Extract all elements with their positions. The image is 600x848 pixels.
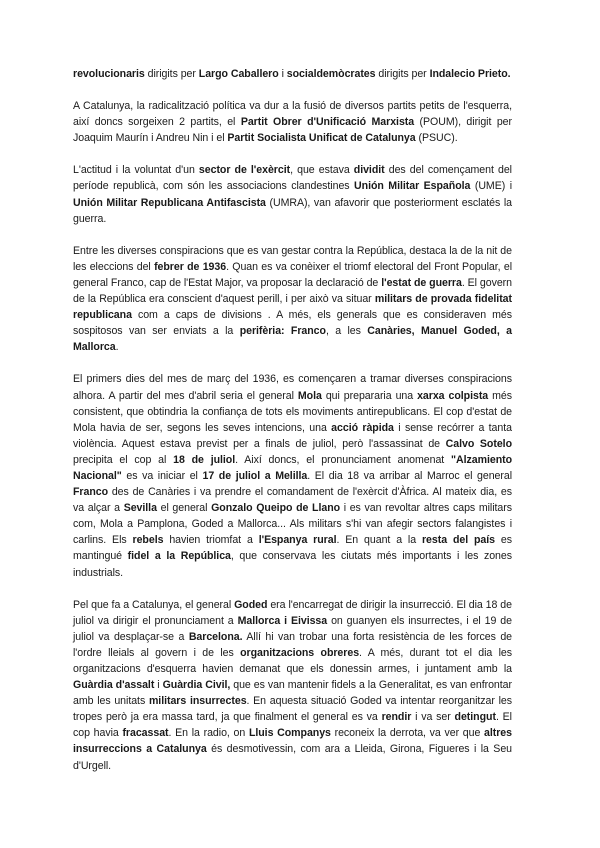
text-run: és desmotivessin, com ara a Lleida, Girona, Figueres i la Seu d'Urgell. bbox=[73, 743, 512, 772]
bold-term: Guàrdia Civil, bbox=[162, 679, 231, 692]
bold-term: rebels bbox=[132, 534, 164, 547]
bold-term: Gonzalo Queipo de Llano bbox=[211, 502, 341, 515]
bold-term: Franco bbox=[73, 486, 109, 499]
text-run: , que conservava les ciutats més importants i les zones industrials. bbox=[73, 550, 512, 579]
bold-term: febrer de 1936 bbox=[154, 260, 227, 273]
bold-term: militars de provada fidelitat republicana bbox=[73, 293, 512, 322]
text-run: que es van mantenir fidels a la Generalitat, es van enfrontar amb les unitats bbox=[73, 679, 512, 708]
bold-term: xarxa colpista bbox=[417, 389, 489, 402]
bold-term: Unión Militar Española bbox=[354, 180, 471, 193]
text-run: , a les bbox=[325, 325, 368, 338]
text-run: (PSUC). bbox=[415, 132, 458, 145]
text-run: . El govern de la República era conscient d'aquest perill, i per això va situar bbox=[73, 276, 513, 306]
bold-term: sector de l'exèrcit bbox=[198, 164, 291, 177]
text-run: havien triomfat a bbox=[163, 534, 259, 547]
bold-term: Lluis Companys bbox=[248, 727, 331, 740]
bold-term: Partit Socialista Unificat de Catalunya bbox=[227, 132, 416, 145]
bold-term: acció ràpida bbox=[331, 421, 394, 434]
bold-term: militars insurrectes bbox=[148, 695, 247, 708]
bold-term: Indalecio Prieto. bbox=[429, 68, 511, 80]
text-run: com a caps de divisions . A més, els generals que es consideraven més sospitosos van ser enviats a la bbox=[73, 309, 512, 338]
paragraph-3 bbox=[73, 162, 512, 226]
text-run: Entre les diverses conspiracions que es van gestar contra la República, destaca la de la nit de les eleccions del bbox=[73, 244, 512, 273]
text-run: . En la radio, on bbox=[168, 727, 249, 740]
text-run: . Quan es va conèixer el triomf electoral del Front Popular, el general Franco, cap de l'Estat Major, va proposar la declaració de bbox=[73, 260, 512, 289]
bold-term: socialdemòcrates bbox=[286, 68, 376, 80]
text-run: L'actitud i la voluntat d'un bbox=[73, 164, 199, 177]
text-run: , que estava bbox=[290, 164, 354, 177]
text-run: i sense recórrer a tanta violència. Aquest estava previst per a finals de juliol, però l'assassinat de bbox=[73, 421, 512, 450]
bold-term: l'Espanya rural bbox=[258, 534, 337, 547]
bold-term: fidel a la República bbox=[127, 550, 231, 563]
bold-term: Largo Caballero bbox=[198, 68, 279, 80]
paragraph-2 bbox=[73, 98, 512, 146]
bold-term: "Alzamiento Nacional" bbox=[73, 453, 513, 482]
bold-term: Guàrdia d'assalt bbox=[73, 679, 155, 692]
paragraph-1 bbox=[73, 66, 512, 82]
bold-term: Mola bbox=[297, 389, 322, 402]
bold-term: 18 de juliol bbox=[173, 453, 236, 466]
text-run: (UME) i bbox=[470, 180, 513, 193]
text-run: . El cop havia bbox=[73, 711, 512, 740]
text-run: Pel que fa a Catalunya, el general bbox=[73, 598, 235, 611]
text-run: . El dia 18 va arribar al Marroc el general bbox=[307, 469, 513, 482]
bold-term: Sevilla bbox=[123, 502, 157, 515]
bold-term: revolucionaris bbox=[73, 68, 145, 80]
text-run: i es van revoltar altres caps militars com, Mola a Pamplona, Goded a Mallorca... Als militars s'hi van afegir sectors falangistes i carlins. Els bbox=[73, 502, 512, 547]
paragraph-4 bbox=[73, 243, 512, 356]
bold-term: resta del país bbox=[421, 534, 496, 547]
paragraph-5 bbox=[73, 371, 512, 580]
text-run: dirigits per bbox=[144, 68, 199, 80]
bold-term: l'estat de guerra bbox=[381, 276, 462, 289]
text-run: (UMRA), van afavorir que posteriorment esclatés la guerra. bbox=[73, 196, 513, 225]
bold-term: Canàries, Manuel Goded, a Mallorca bbox=[73, 325, 512, 354]
text-run: A Catalunya, la radicalització política va dur a la fusió de diversos partits petits de l'esquerra, així doncs sorgeixen 2 partits, el bbox=[73, 100, 512, 129]
text-run: El primers dies del mes de març del 1936, es començaren a tramar diverses conspiracions alhora. A partir del mes d'abril seria el general bbox=[73, 373, 512, 402]
bold-term: detingut bbox=[454, 711, 496, 724]
text-run: i bbox=[154, 679, 163, 692]
bold-term: Barcelona. bbox=[188, 630, 243, 643]
text-run: i va ser bbox=[411, 711, 455, 724]
text-run: més consistent, que obtindria la confiança de tots els moviments antirepublicans. El cop d'estat de Mola havia de ser, segons les seves intencions, una bbox=[73, 389, 512, 434]
text-run: des de Canàries i va prendre el comandament de l'exèrcit d'Àfrica. Al mateix dia, es va alçar a bbox=[73, 486, 512, 515]
text-run: es mantingué bbox=[73, 534, 512, 563]
text-run: dirigits per bbox=[375, 68, 430, 80]
bold-term: 17 de juliol a Melilla bbox=[202, 469, 308, 482]
bold-term: Goded bbox=[234, 598, 268, 611]
bold-term: altres insurreccions a Catalunya bbox=[73, 727, 512, 756]
text-run: Allí hi van trobar una forta resistència de les forces de l'ordre lleials al govern i de les bbox=[73, 630, 513, 659]
text-run: (POUM), dirigit per Joaquim Maurín i Andreu Nin i el bbox=[73, 116, 512, 145]
bold-term: perifèria: Franco bbox=[239, 325, 326, 338]
paragraph-6 bbox=[73, 597, 512, 774]
text-run: i bbox=[278, 68, 287, 80]
text-run: on guanyen els insurrectes, i el 19 de juliol va desplaçar-se a bbox=[73, 614, 512, 643]
text-run: . En aquesta situació Goded va intentar reorganitzar les tropes però ja era massa tard, ja que finalment el general es va bbox=[73, 695, 512, 724]
text-run: qui prepararia una bbox=[321, 389, 418, 402]
text-run: . bbox=[115, 341, 119, 354]
bold-term: Unión Militar Republicana Antifascista bbox=[73, 196, 266, 209]
text-run: . A més, durant tot el dia les organitzacions d'esquerra havien demanat que els donessin armes, i juntament amb la bbox=[73, 646, 512, 675]
text-run: . En quant a la bbox=[336, 534, 422, 547]
text-run: es va iniciar el bbox=[121, 469, 203, 482]
text-run: des del començament del període republicà, com són les associacions clandestines bbox=[73, 164, 512, 193]
bold-term: organitzacions obreres bbox=[240, 646, 360, 659]
text-run: . Així doncs, el pronunciament anomenat bbox=[235, 453, 452, 466]
bold-term: Partit Obrer d'Unificació Marxista bbox=[240, 116, 415, 129]
text-run: era l'encarregat de dirigir la insurrecció. El dia 18 de juliol va dirigir el pronunciament a bbox=[73, 598, 512, 627]
text-run: el general bbox=[156, 502, 212, 515]
text-run: precipita el cop al bbox=[73, 453, 174, 466]
bold-term: fracassat bbox=[122, 727, 169, 740]
text-run: reconeix la derrota, va ver que bbox=[330, 727, 485, 740]
bold-term: Mallorca i Eivissa bbox=[237, 614, 328, 627]
bold-term: rendir bbox=[381, 711, 412, 724]
bold-term: dividit bbox=[353, 164, 385, 177]
bold-term: Calvo Sotelo bbox=[445, 437, 512, 450]
